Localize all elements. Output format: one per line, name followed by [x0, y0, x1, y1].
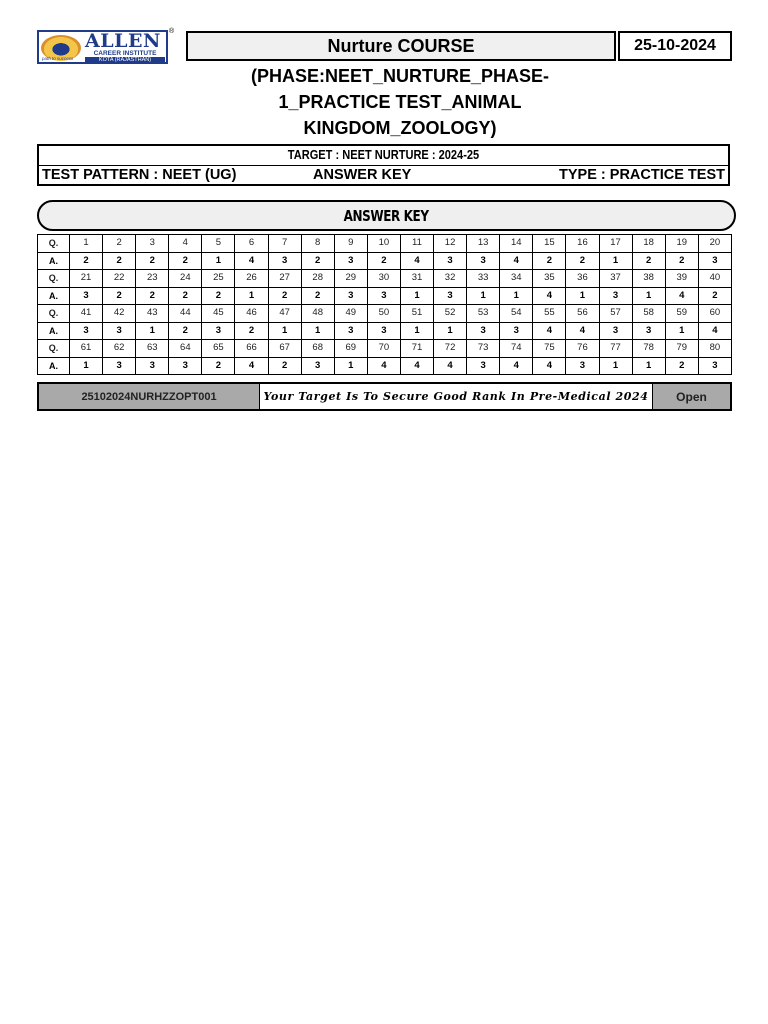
answer-value: 2 — [103, 252, 136, 270]
question-number: 28 — [301, 270, 334, 288]
test-type: TYPE : PRACTICE TEST — [559, 167, 725, 183]
answer-value: 3 — [202, 322, 235, 340]
answer-key-label: ANSWER KEY — [313, 167, 412, 183]
answer-value: 2 — [268, 357, 301, 375]
answer-value: 2 — [169, 322, 202, 340]
answer-key-banner — [37, 200, 736, 231]
question-number: 8 — [301, 235, 334, 253]
question-number: 71 — [400, 340, 433, 358]
question-number: 29 — [334, 270, 367, 288]
question-number: 68 — [301, 340, 334, 358]
question-number: 65 — [202, 340, 235, 358]
question-number: 63 — [136, 340, 169, 358]
logo-brand: ALLEN — [85, 30, 161, 52]
answer-value: 4 — [533, 287, 566, 305]
answer-value: 3 — [103, 322, 136, 340]
row-label: Q. — [38, 235, 70, 253]
answer-value: 2 — [136, 287, 169, 305]
question-number: 44 — [169, 305, 202, 323]
question-number: 79 — [665, 340, 698, 358]
answer-value: 3 — [632, 322, 665, 340]
question-number: 11 — [400, 235, 433, 253]
answer-value: 1 — [235, 287, 268, 305]
question-number: 7 — [268, 235, 301, 253]
question-number: 10 — [367, 235, 400, 253]
question-number: 30 — [367, 270, 400, 288]
question-row — [38, 270, 732, 288]
question-number: 13 — [467, 235, 500, 253]
question-number: 46 — [235, 305, 268, 323]
question-number: 42 — [103, 305, 136, 323]
answer-row — [38, 287, 732, 305]
answer-value: 3 — [334, 322, 367, 340]
allen-logo — [37, 30, 168, 64]
question-number: 18 — [632, 235, 665, 253]
question-number: 4 — [169, 235, 202, 253]
answer-value: 1 — [599, 252, 632, 270]
banner-title: ANSWER KEY — [343, 206, 429, 225]
question-number: 24 — [169, 270, 202, 288]
status-badge: Open — [652, 384, 730, 409]
footer-slogan: Your Target Is To Secure Good Rank In Pre-Medical 2024 — [263, 390, 649, 403]
answer-value: 1 — [599, 357, 632, 375]
answer-value: 2 — [665, 252, 698, 270]
question-number: 37 — [599, 270, 632, 288]
question-number: 70 — [367, 340, 400, 358]
question-number: 67 — [268, 340, 301, 358]
answer-value: 2 — [632, 252, 665, 270]
answer-value: 4 — [434, 357, 467, 375]
question-row — [38, 305, 732, 323]
answer-value: 3 — [70, 322, 103, 340]
question-number: 20 — [698, 235, 731, 253]
answer-value: 2 — [103, 287, 136, 305]
registered-mark: ® — [169, 28, 175, 35]
answer-value: 2 — [301, 252, 334, 270]
answer-value: 3 — [698, 357, 731, 375]
question-number: 74 — [500, 340, 533, 358]
answer-value: 4 — [500, 357, 533, 375]
answer-value: 4 — [566, 322, 599, 340]
footer-bar — [37, 382, 732, 411]
question-number: 58 — [632, 305, 665, 323]
answer-value: 1 — [400, 322, 433, 340]
answer-value: 2 — [235, 322, 268, 340]
answer-value: 1 — [500, 287, 533, 305]
answer-value: 2 — [136, 252, 169, 270]
question-number: 54 — [500, 305, 533, 323]
question-number: 69 — [334, 340, 367, 358]
answer-value: 3 — [334, 252, 367, 270]
answer-value: 3 — [698, 252, 731, 270]
question-number: 32 — [434, 270, 467, 288]
question-number: 59 — [665, 305, 698, 323]
answer-value: 4 — [698, 322, 731, 340]
question-number: 26 — [235, 270, 268, 288]
paper-code: 25102024NURHZZOPT001 — [39, 384, 260, 409]
answer-value: 2 — [665, 357, 698, 375]
question-number: 23 — [136, 270, 169, 288]
answer-value: 1 — [566, 287, 599, 305]
answer-value: 1 — [136, 322, 169, 340]
question-number: 27 — [268, 270, 301, 288]
answer-value: 4 — [533, 357, 566, 375]
answer-value: 2 — [301, 287, 334, 305]
answer-value: 3 — [367, 287, 400, 305]
test-date: 25-10-2024 — [618, 31, 732, 61]
answer-value: 2 — [202, 357, 235, 375]
answer-value: 1 — [632, 357, 665, 375]
answer-value: 1 — [334, 357, 367, 375]
question-number: 9 — [334, 235, 367, 253]
answer-value: 4 — [500, 252, 533, 270]
question-number: 1 — [70, 235, 103, 253]
question-number: 57 — [599, 305, 632, 323]
answer-value: 2 — [169, 252, 202, 270]
answer-value: 4 — [400, 357, 433, 375]
question-number: 25 — [202, 270, 235, 288]
answer-value: 3 — [268, 252, 301, 270]
question-number: 72 — [434, 340, 467, 358]
logo-city: KOTA (RAJASTHAN) — [85, 57, 165, 64]
row-label: Q. — [38, 270, 70, 288]
question-number: 39 — [665, 270, 698, 288]
answer-value: 2 — [202, 287, 235, 305]
answer-value: 2 — [533, 252, 566, 270]
phase-line: (PHASE:NEET_NURTURE_PHASE- — [250, 66, 550, 86]
answer-value: 2 — [698, 287, 731, 305]
answer-value: 1 — [467, 287, 500, 305]
answer-value: 3 — [566, 357, 599, 375]
question-number: 47 — [268, 305, 301, 323]
row-label: Q. — [38, 305, 70, 323]
question-number: 60 — [698, 305, 731, 323]
answer-value: 1 — [665, 322, 698, 340]
question-number: 21 — [70, 270, 103, 288]
answer-row — [38, 322, 732, 340]
answer-value: 1 — [434, 322, 467, 340]
logo-tagline: path to success — [42, 56, 74, 61]
question-number: 76 — [566, 340, 599, 358]
answer-value: 3 — [136, 357, 169, 375]
logo-institute: CAREER INSTITUTE — [93, 50, 157, 57]
question-number: 2 — [103, 235, 136, 253]
test-info-box — [37, 144, 730, 186]
answer-value: 4 — [533, 322, 566, 340]
answer-value: 1 — [632, 287, 665, 305]
answer-value: 1 — [268, 322, 301, 340]
answer-value: 4 — [665, 287, 698, 305]
answer-value: 1 — [70, 357, 103, 375]
question-number: 14 — [500, 235, 533, 253]
answer-value: 2 — [566, 252, 599, 270]
question-number: 41 — [70, 305, 103, 323]
row-label: A. — [38, 357, 70, 375]
question-number: 45 — [202, 305, 235, 323]
question-number: 5 — [202, 235, 235, 253]
question-number: 16 — [566, 235, 599, 253]
target-line: TARGET : NEET NURTURE : 2024-25 — [287, 147, 480, 162]
question-number: 31 — [400, 270, 433, 288]
phase-line: KINGDOM_ZOOLOGY) — [303, 118, 497, 138]
answer-value: 2 — [268, 287, 301, 305]
answer-value: 3 — [467, 252, 500, 270]
answer-value: 3 — [367, 322, 400, 340]
answer-value: 3 — [434, 252, 467, 270]
answer-value: 3 — [467, 322, 500, 340]
answer-value: 3 — [70, 287, 103, 305]
answer-value: 2 — [70, 252, 103, 270]
question-number: 78 — [632, 340, 665, 358]
question-number: 50 — [367, 305, 400, 323]
question-number: 52 — [434, 305, 467, 323]
answer-value: 3 — [467, 357, 500, 375]
row-label: A. — [38, 287, 70, 305]
question-number: 49 — [334, 305, 367, 323]
answer-value: 3 — [169, 357, 202, 375]
answer-value: 4 — [235, 357, 268, 375]
answer-row — [38, 252, 732, 270]
phase-line: 1_PRACTICE TEST_ANIMAL — [278, 92, 522, 112]
question-number: 56 — [566, 305, 599, 323]
question-number: 3 — [136, 235, 169, 253]
answer-value: 3 — [599, 322, 632, 340]
question-number: 66 — [235, 340, 268, 358]
answer-value: 3 — [103, 357, 136, 375]
answer-row — [38, 357, 732, 375]
question-number: 38 — [632, 270, 665, 288]
row-label: Q. — [38, 340, 70, 358]
question-number: 61 — [70, 340, 103, 358]
question-number: 48 — [301, 305, 334, 323]
question-number: 36 — [566, 270, 599, 288]
answer-value: 3 — [434, 287, 467, 305]
answer-value: 3 — [301, 357, 334, 375]
answer-value: 4 — [367, 357, 400, 375]
answer-value: 4 — [400, 252, 433, 270]
question-number: 35 — [533, 270, 566, 288]
answer-value: 3 — [500, 322, 533, 340]
row-label: A. — [38, 322, 70, 340]
answer-value: 2 — [169, 287, 202, 305]
question-number: 34 — [500, 270, 533, 288]
answer-value: 1 — [301, 322, 334, 340]
question-number: 51 — [400, 305, 433, 323]
question-number: 17 — [599, 235, 632, 253]
answer-value: 1 — [202, 252, 235, 270]
question-number: 40 — [698, 270, 731, 288]
question-number: 53 — [467, 305, 500, 323]
question-number: 43 — [136, 305, 169, 323]
question-number: 22 — [103, 270, 136, 288]
phase-title — [210, 63, 590, 141]
course-title: Nurture COURSE — [186, 31, 616, 61]
question-number: 12 — [434, 235, 467, 253]
question-number: 73 — [467, 340, 500, 358]
answer-value: 1 — [400, 287, 433, 305]
answer-key-table — [37, 234, 732, 375]
question-number: 19 — [665, 235, 698, 253]
answer-value: 2 — [367, 252, 400, 270]
test-pattern: TEST PATTERN : NEET (UG) — [42, 167, 237, 183]
question-number: 15 — [533, 235, 566, 253]
answer-value: 4 — [235, 252, 268, 270]
answer-value: 3 — [334, 287, 367, 305]
question-row — [38, 235, 732, 253]
question-number: 64 — [169, 340, 202, 358]
question-number: 55 — [533, 305, 566, 323]
question-number: 62 — [103, 340, 136, 358]
question-row — [38, 340, 732, 358]
question-number: 33 — [467, 270, 500, 288]
row-label: A. — [38, 252, 70, 270]
question-number: 6 — [235, 235, 268, 253]
question-number: 75 — [533, 340, 566, 358]
question-number: 80 — [698, 340, 731, 358]
answer-value: 3 — [599, 287, 632, 305]
question-number: 77 — [599, 340, 632, 358]
